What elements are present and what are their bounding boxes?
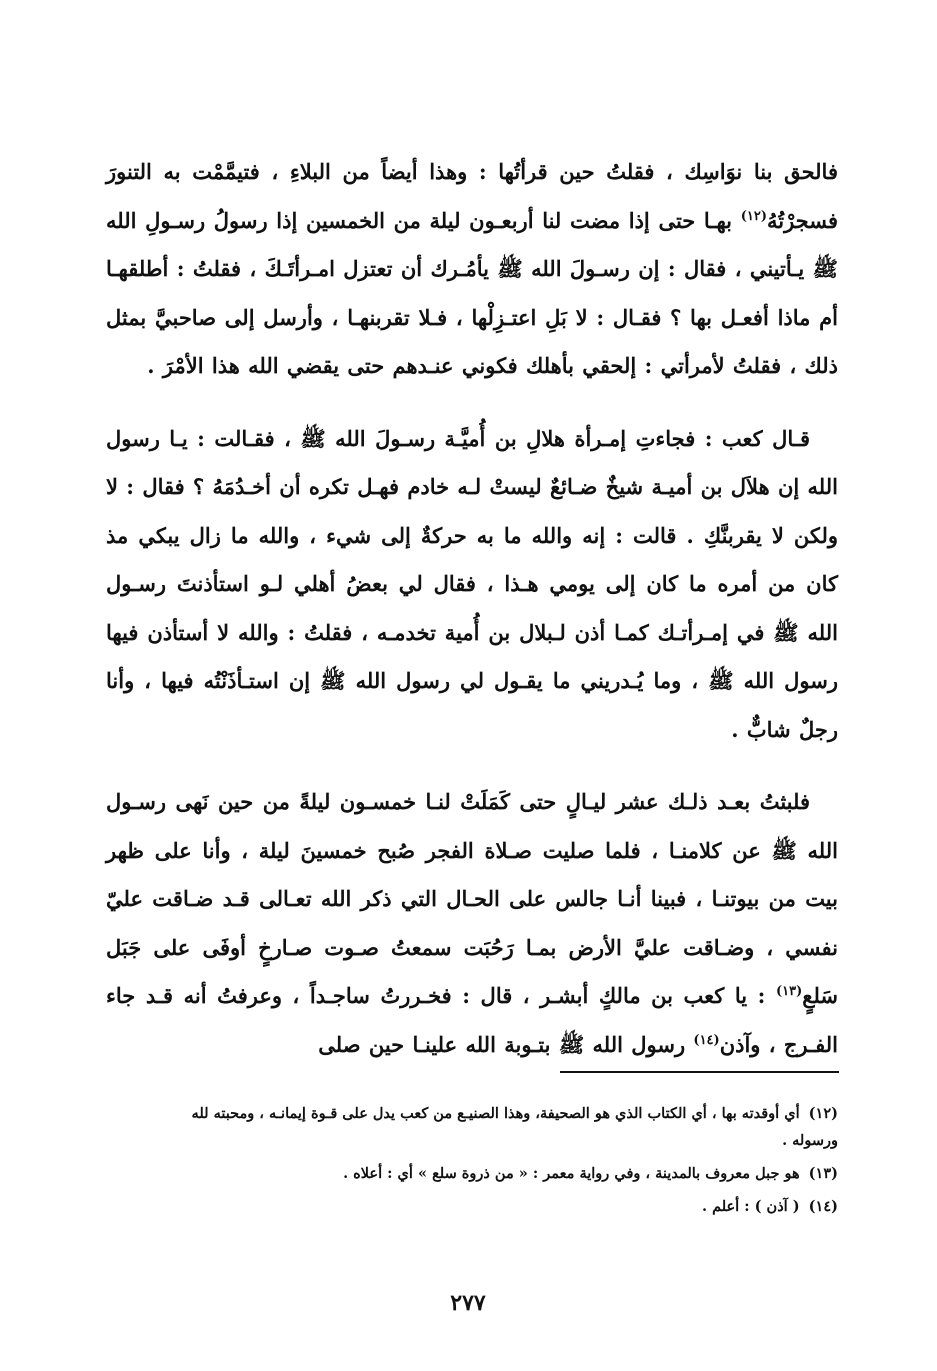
footnote-ref-14: (١٤) xyxy=(693,1032,720,1048)
paragraph-1-text: فالحق بنا نوَاسِك ، فقلتُ حين قرأتُها : وهذا أيضاً من البلاءِ ، فتيمَّمْت به التنورَ فسجرْتُهُ xyxy=(106,159,838,233)
paragraph-2 xyxy=(106,415,838,755)
footnote-14 xyxy=(150,1193,838,1220)
footnote-14-text: ( آذن ) : أعلم . xyxy=(701,1198,800,1215)
footnote-12-number: (١٢) xyxy=(808,1105,838,1122)
page-number: ٢٧٧ xyxy=(450,1290,486,1316)
paragraph-2-text: قـال كعب : فجاءتِ إمـرأة هلالِ بن أُميَّـة رسـولَ الله ﷺ ، فقـالت : يـا رسول الله إن هلاَل بن أميـة شيخٌ ضـائعٌ ليستْ لـه خادم فهـل تكره أن أخـدُمَهُ ؟ فقال : لا ولكن لا يقربنَّكِ . قالت : إنه والله ما به حركةٌ إلى شيء ، والله ما زال يبكي مذ كان من أمره ما كان إلى يومي هـذا ، فقال لي بعضُ أهلي لـو استأذنتَ رسـول الله ﷺ في إمـرأتـك كمـا أذن لـبلال بن أُمية تخدمـه ، فقلتُ : والله لا أستأذن فيها رسول الله ﷺ ، وما يُـدريني ما يقـول لي رسول الله ﷺ إن استـأذَنْتُه فيها ، وأنا رجلٌ شابٌّ . xyxy=(106,425,838,742)
paragraph-3-text: فلبثتُ بعـد ذلـك عشر ليـالٍ حتى كَمَلَتْ لنـا خمسـون ليلةً من حين نَهى رسـول الله ﷺ عن كلامنـا ، فلما صليت صـلاة الفجر صُبح خمسينَ ليلة ، وأنا على ظهر بيت من بيوتنـا ، فبينا أنـا جالس على الحـال التي ذكر الله تعـالى قـد ضـاقت عليّ نفسي ، وضـاقت عليَّ الأرض بمـا رَحُبَت سمعتُ صـوت صـارخٍ أوفَى على جَبَل سَلعٍ xyxy=(106,789,838,1008)
paragraph-3-text-cont: : يا كعب بن مالكٍ أبشـر ، قال : فخـررتُ ساجـداً ، وعرفتُ أنه قـد جاء الفـرج ، وآذن xyxy=(106,983,838,1057)
paragraph-1-text-cont: بهـا حتى إذا مضت لنا أربعـون ليلة من الخمسين إذا رسولُ رسـولِ الله ﷺ يـأتيني ، فقال : إن رسـولَ الله ﷺ يأمُـرك أن تعتزل امـرأتَـكَ ، فقلتُ : أطلقهـا أم ماذا أفعـل بها ؟ فقـال : لا بَلِ اعتـزِلْها ، فـلا تقربنهـا ، وأرسل إلى صاحبيَّ بمثل ذلك ، فقلتُ لأمرأتي : إلحقي بأهلك فكوني عنـدهم حتى يقضي الله هذا الأمْرَ . xyxy=(106,207,838,378)
footnote-13-number: (١٣) xyxy=(808,1165,838,1182)
paragraph-3 xyxy=(106,778,838,1069)
paragraph-1 xyxy=(106,148,838,391)
paragraph-3-text-cont-2: رسول الله ﷺ بتـوبة الله علينـا حين صلى xyxy=(318,1031,694,1057)
footnote-13 xyxy=(150,1160,838,1187)
footnote-ref-13: (١٣) xyxy=(775,984,803,999)
footnote-12 xyxy=(150,1100,838,1154)
footnotes-section xyxy=(150,1100,838,1226)
footnote-divider xyxy=(560,1071,839,1073)
footnote-13-text: هو جبل معروف بالمدينة ، وفي رواية معمر : « من ذروة سلع » أي : أعلاه . xyxy=(343,1165,800,1182)
main-text xyxy=(106,148,838,1093)
footnote-14-number: (١٤) xyxy=(808,1198,838,1215)
footnote-ref-12: (١٢) xyxy=(740,208,767,224)
footnote-12-text: أي أوقدته بها ، أي الكتاب الذي هو الصحيفة، وهذا الصنيـع من كعب يدل على قـوة إيمانـه ، ومحبته لله ورسوله . xyxy=(191,1105,838,1149)
